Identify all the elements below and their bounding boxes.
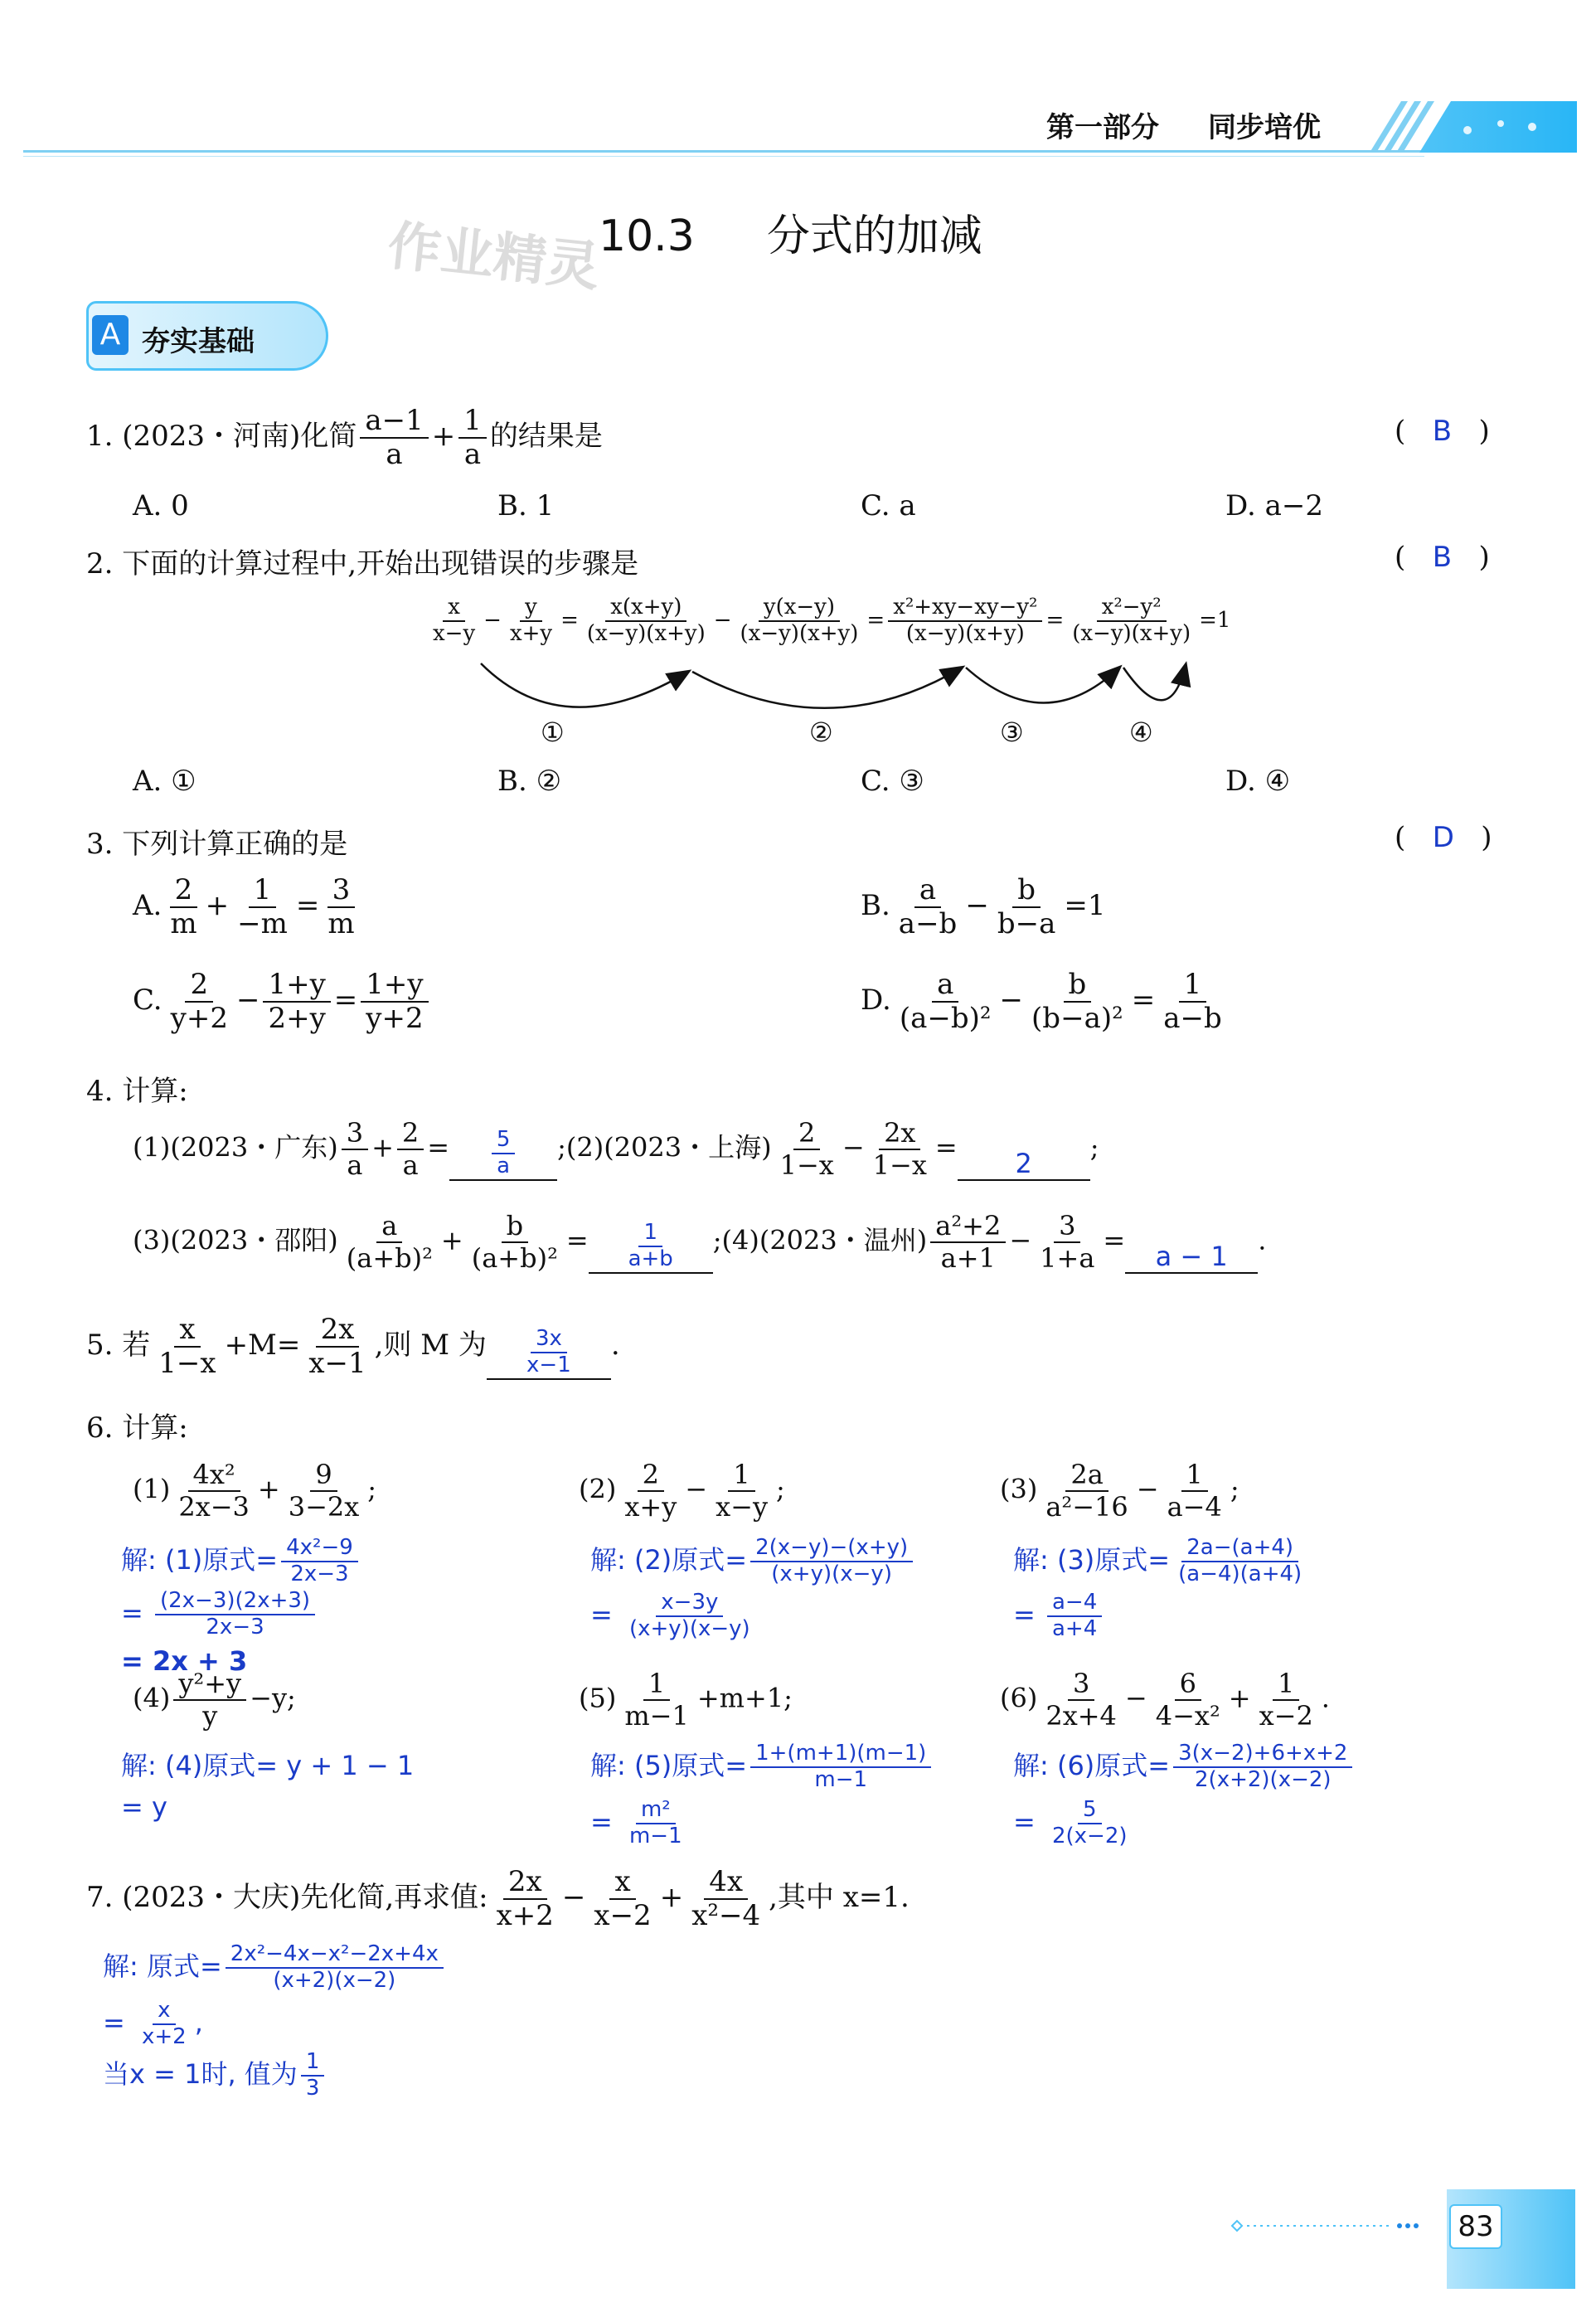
- q4-p1-f2-den: a: [402, 1149, 419, 1181]
- q3-b-label: B.: [861, 889, 890, 923]
- q4-number: 4.: [86, 1075, 114, 1108]
- q3-d-f1-num: a: [932, 969, 958, 1003]
- q2-answer: B: [1432, 541, 1453, 574]
- q7-f1-den: x+2: [496, 1899, 554, 1933]
- q6-p6-problem: (6) $\frac{3}{2x+4}$ − $\frac{6}{\text{4−x²}}$ + $\frac{1}{x-2}$ .: [1000, 1668, 1330, 1732]
- q6-p4-solution-2: = y: [121, 1791, 167, 1823]
- section-badge: [86, 301, 328, 371]
- q6-p2-f2-num: 1: [728, 1460, 754, 1492]
- q3-d-r-num: 1: [1179, 969, 1207, 1003]
- q6-p3-f2-num: 1: [1181, 1460, 1208, 1492]
- q3-b-f1-den: a−b: [898, 907, 958, 941]
- q7-f2-num: x: [609, 1866, 635, 1900]
- q6-p5-solution-1: [590, 1742, 934, 1793]
- q2-eq-s3-den: (x−y)(x+y): [905, 620, 1025, 646]
- q4-p4-f2-num: 3: [1054, 1211, 1080, 1243]
- q5-mid: +M=: [224, 1329, 301, 1363]
- q5-f2-den: x−1: [308, 1347, 366, 1381]
- q6-p3-f1-den: a²−16: [1045, 1490, 1128, 1523]
- q3-c-f1-num: 2: [185, 969, 213, 1003]
- q4-p2-f1-den: 1−x: [779, 1149, 834, 1181]
- q2-stem: [86, 541, 638, 581]
- q2-eq-s2-den: (x−y)(x+y): [740, 620, 859, 646]
- q3-b-f2-num: b: [1012, 874, 1041, 908]
- q4-text: 计算:: [122, 1075, 188, 1108]
- q1-answer: B: [1432, 415, 1453, 448]
- q6-p1-problem: (1) $\frac{\text{4x²}}{2x-3}$ + $\frac{9}{3-2x}$ ;: [133, 1459, 377, 1523]
- q7-solution-2: = $\frac{x}{x+2}$ ,: [103, 1998, 203, 2049]
- q7-sol3-num: 1: [301, 2050, 325, 2077]
- q2-option-d: D. ④: [1225, 765, 1291, 798]
- q6-p4-problem: [133, 1669, 296, 1732]
- header-rule: [23, 150, 1424, 153]
- q3-text: 下列计算正确的是: [122, 828, 348, 861]
- q4-p1-f2-num: 2: [397, 1118, 424, 1150]
- q3-option-d: D. $\frac{a}{\text{(a−b)²}}$ − $\frac{b}{\text{(b−a)²}}$ = $\frac{1}{a-b}$: [861, 969, 1230, 1035]
- badge-letter: A: [92, 315, 129, 355]
- q6-p1-solution-3: = 2x + 3: [121, 1645, 248, 1677]
- q6-text: 计算:: [122, 1411, 188, 1445]
- q7-sol3-pre: 当x = 1时, 值为: [103, 2057, 298, 2090]
- q4-p1-answer-num: 5: [492, 1128, 516, 1154]
- q1-option-b: B. 1: [497, 489, 555, 522]
- q4-p1-f1-den: a: [347, 1149, 363, 1181]
- q3-d-r-den: a−b: [1163, 1002, 1222, 1036]
- q3-stem: [86, 821, 347, 862]
- q1-number: 1.: [86, 420, 114, 454]
- q2-step-arrows-icon: [464, 655, 1210, 746]
- q3-a-f1-den: m: [170, 907, 197, 941]
- q6-p6-f2-den: 4−x²: [1155, 1699, 1220, 1732]
- q3-b-f1-num: a: [914, 874, 941, 908]
- q4-p2-f1-num: 2: [793, 1118, 820, 1150]
- q4-p3-f1-den: (a+b)²: [346, 1241, 433, 1274]
- q7-solution-1: [103, 1942, 447, 1994]
- q4-part3-4: (3)(2023・邵阳) $\frac{a}{\text{(a+b)²}}$ + $\frac{b}{\text{(a+b)²}}$ = $\frac{1}{a+b}$ ;(4)(2023・温州) $\frac{\text{a²+2}}{a+1}$ − $\frac{3}{1+a}$ =a − 1.: [133, 1210, 1267, 1274]
- q6-p4-solution-1: 解: (4)原式= y + 1 − 1: [121, 1750, 415, 1781]
- q7-f3-num: 4x: [704, 1866, 748, 1900]
- q6-p2-sol1-den: (x+y)(x−y): [771, 1561, 892, 1586]
- q2-option-c: C. ③: [861, 765, 924, 798]
- q1-option-a: A. 0: [133, 489, 189, 522]
- q3-a-r-den: m: [327, 907, 355, 941]
- q5-f2-num: 2x: [316, 1314, 360, 1348]
- q5-f1-num: x: [174, 1314, 200, 1348]
- q3-c-r-den: y+2: [366, 1002, 424, 1036]
- q6-p6-f3-den: x−2: [1259, 1699, 1313, 1732]
- q7-solution-3: [103, 2050, 327, 2101]
- q6-p6-f3-num: 1: [1273, 1669, 1299, 1701]
- q6-p2-problem: (2) $\frac{2}{x+y}$ − $\frac{1}{x-y}$ ;: [579, 1459, 785, 1523]
- q3-number: 3.: [86, 828, 114, 861]
- q6-p4-f1-num: y²+y: [173, 1669, 246, 1701]
- q6-p1-sol1-den: 2x−3: [290, 1561, 349, 1586]
- q3-answer: D: [1432, 821, 1454, 854]
- q1-answer-bracket: ( B ): [1395, 415, 1490, 448]
- q6-p6-solution-2: = $\frac{5}{2(x-2)}$: [1013, 1798, 1136, 1849]
- q6-p2-f1-den: x+y: [624, 1490, 677, 1523]
- q6-p6-sol2-den: 2(x−2): [1051, 1823, 1128, 1848]
- q6-p2-sol2-den: (x+y)(x−y): [628, 1615, 750, 1641]
- q2-eq-s1-num: x(x+y): [605, 595, 686, 622]
- q4-p3-f2-den: (a+b)²: [471, 1241, 558, 1274]
- header-rule-thin: [23, 156, 1424, 157]
- q2-equation: $\frac{x}{x-y}$ − $\frac{y}{x+y}$ = $\frac{x(x+y)}{(x-y)(x+y)}$ − $\frac{y(x-y)}{(x-y)(x+y)}$ = $\frac{\text{x²+xy−xy−y²}}{(x-y)(x+y)}$ = $\frac{\text{x²−y²}}{(x-y)(x+y)}$ =1: [424, 595, 1230, 647]
- q6-p1-f1-num: 4x²: [188, 1460, 240, 1492]
- q1-frac2: [458, 405, 487, 471]
- q3-c-f2-num: 1+y: [263, 969, 330, 1003]
- q6-p5-sol2-den: m−1: [628, 1823, 682, 1848]
- q4-p2-f2-num: 2x: [879, 1118, 920, 1150]
- q6-p3-solution-2: = $\frac{a-4}{a+4}$: [1013, 1591, 1105, 1642]
- q6-p5-label: (5): [579, 1682, 617, 1714]
- q6-p6-f1-den: 2x+4: [1045, 1699, 1117, 1732]
- q4-p1-source: (1)(2023・广东): [133, 1131, 338, 1163]
- q3-c-label: C.: [133, 984, 163, 1018]
- q7-sol1-num: 2x²−4x−x²−2x+4x: [226, 1942, 444, 1969]
- q4-p4-answer: a − 1: [1155, 1240, 1228, 1272]
- q6-p5-sol1-num: 1+(m+1)(m−1): [750, 1742, 931, 1768]
- q6-p4-f1-den: y: [202, 1699, 218, 1732]
- q6-p6-sol1-num: 3(x−2)+6+x+2: [1173, 1742, 1352, 1768]
- title-number: 10.3: [599, 211, 695, 261]
- q5-f1-den: 1−x: [158, 1347, 216, 1381]
- q6-p1-f1-den: 2x−3: [178, 1490, 250, 1523]
- q4-stem: [86, 1068, 188, 1109]
- header-part: 第一部分: [1046, 111, 1159, 144]
- q6-p5-sol-pre: 解: (5)原式=: [590, 1749, 748, 1781]
- page-number: 83: [1449, 2204, 1502, 2249]
- q3-c-r-num: 1+y: [361, 969, 428, 1003]
- q2-eq-s2-num: y(x−y): [759, 595, 840, 622]
- q6-p5-rest: +m+1;: [696, 1682, 793, 1714]
- q7-sol1-den: (x+2)(x−2): [273, 1967, 396, 1993]
- q6-p1-f2-den: 3−2x: [288, 1490, 360, 1523]
- q1-frac1-den: a: [386, 438, 403, 472]
- q4-p2-f2-den: 1−x: [872, 1149, 927, 1181]
- q6-p2-sol2-num: x−3y: [656, 1591, 723, 1617]
- q6-p2-sol-pre: 解: (2)原式=: [590, 1543, 748, 1576]
- q6-p1-sol2-den: 2x−3: [206, 1614, 264, 1639]
- footer-dots-icon: [1227, 2216, 1426, 2236]
- q4-p1-answer-den: a: [497, 1153, 511, 1178]
- q3-b-f2-den: b−a: [997, 907, 1056, 941]
- q6-p3-sol2-den: a+4: [1051, 1615, 1098, 1641]
- q2-step-1: ①: [541, 717, 565, 748]
- q2-answer-bracket: ( B ): [1395, 541, 1490, 574]
- q6-p5-problem: [579, 1669, 793, 1732]
- q1-frac2-num: 1: [458, 405, 487, 439]
- q7-sol2-num: x: [153, 1999, 175, 2025]
- q7-sol3-den: 3: [305, 2075, 320, 2101]
- q1-frac2-den: a: [463, 438, 482, 472]
- q6-p5-solution-2: = $\frac{\text{m²}}{m-1}$: [590, 1798, 691, 1849]
- q4-p3-f1-num: a: [376, 1211, 402, 1243]
- q2-eq-t2-num: y: [520, 595, 542, 622]
- q3-d-f1-den: (a−b)²: [899, 1002, 992, 1036]
- q6-p5-sol2-num: m²: [636, 1798, 676, 1824]
- q6-p6-f2-num: 6: [1175, 1669, 1201, 1701]
- q3-b-result: =1: [1064, 889, 1106, 923]
- header-stars-icon: [1459, 112, 1559, 142]
- q6-p4-rest: −y;: [250, 1682, 296, 1714]
- q6-p2-solution-1: [590, 1536, 916, 1587]
- q6-p1-solution-2: = $\frac{(2x-3)(2x+3)}{2x-3}$: [121, 1589, 318, 1640]
- q2-eq-t1-den: x−y: [433, 620, 476, 646]
- q4-p2-answer: 2: [1015, 1147, 1032, 1179]
- q3-a-f2-num: 1: [249, 874, 277, 908]
- q6-p5-f1-den: m−1: [624, 1699, 689, 1732]
- q5-answer-den: x−1: [526, 1353, 571, 1378]
- q6-p3-label: (3): [1000, 1473, 1038, 1505]
- q5-post: ,则 M 为: [374, 1329, 487, 1363]
- q1-plus: +: [431, 420, 456, 454]
- q1-stem: [86, 405, 603, 471]
- q4-p1-f1-num: 3: [342, 1118, 368, 1150]
- q6-p3-problem: (3) $\frac{2a}{\text{a²−16}}$ − $\frac{1}{a-4}$ ;: [1000, 1459, 1239, 1523]
- q6-p3-sol2-num: a−4: [1047, 1591, 1102, 1617]
- q7-f1-num: 2x: [503, 1866, 547, 1900]
- q6-p3-solution-1: [1013, 1536, 1310, 1587]
- q2-number: 2.: [86, 547, 114, 580]
- q6-p6-f1-num: 3: [1068, 1669, 1094, 1701]
- q3-d-f2-num: b: [1064, 969, 1092, 1003]
- q1-source: (2023・河南)化简: [122, 420, 357, 454]
- q6-p6-sol2-num: 5: [1078, 1798, 1102, 1824]
- q4-p4-source: ;(4)(2023・温州): [712, 1224, 928, 1256]
- q5-pre: 若: [122, 1329, 151, 1363]
- q4-part1-2: (1)(2023・广东) $\frac{3}{a}$ + $\frac{2}{a}$ = $\frac{5}{a}$ ;(2)(2023・上海) $\frac{2}{1-x}$ − $\frac{2x}{1-x}$ =2;: [133, 1117, 1099, 1181]
- q7-sol-pre: 解: 原式=: [103, 1950, 222, 1982]
- q3-option-b: B. $\frac{a}{a-b}$ − $\frac{b}{b-a}$ =1: [861, 873, 1106, 941]
- q7-f3-den: x²−4: [691, 1899, 761, 1933]
- q2-option-a: A. ①: [133, 765, 196, 798]
- q2-eq-result: =1: [1199, 607, 1231, 633]
- q4-p3-f2-num: b: [502, 1211, 528, 1243]
- q2-step-3: ③: [1000, 717, 1024, 748]
- q6-p1-sol1-num: 4x²−9: [281, 1536, 358, 1562]
- q2-eq-s4-den: (x−y)(x+y): [1072, 620, 1191, 646]
- q6-p3-sol1-den: (a−4)(a+4): [1178, 1561, 1303, 1586]
- q7-source: (2023・大庆)先化简,再求值:: [122, 1881, 488, 1915]
- q4-p4-f1-den: a+1: [940, 1241, 996, 1274]
- q3-d-label: D.: [861, 984, 891, 1018]
- q1-frac1: [360, 405, 428, 471]
- q6-p6-label: (6): [1000, 1682, 1038, 1714]
- q6-p5-sol1-den: m−1: [814, 1766, 868, 1792]
- q1-option-c: C. a: [861, 489, 916, 522]
- q2-eq-s1-den: (x−y)(x+y): [586, 620, 706, 646]
- q2-step-2: ②: [809, 717, 833, 748]
- q4-p4-f2-den: 1+a: [1040, 1241, 1095, 1274]
- badge-label: 夯实基础: [142, 325, 255, 358]
- q6-p3-sol-pre: 解: (3)原式=: [1013, 1543, 1171, 1576]
- page-title: [599, 201, 982, 263]
- q6-p2-solution-2: = $\frac{x-3y}{(x+y)(x-y)}$: [590, 1591, 759, 1642]
- q2-eq-s3-num: x²+xy−xy−y²: [888, 595, 1042, 622]
- q6-p3-f2-den: a−4: [1167, 1490, 1222, 1523]
- q3-option-c: C. $\frac{2}{y+2}$ − $\frac{1+y}{2+y}$ = $\frac{1+y}{y+2}$: [133, 969, 432, 1035]
- header-section: 同步培优: [1208, 111, 1321, 144]
- q6-p2-label: (2): [579, 1473, 617, 1505]
- q6-p1-sol2-num: (2x−3)(2x+3): [155, 1589, 315, 1615]
- q6-p1-sol-pre: 解: (1)原式=: [121, 1543, 279, 1576]
- q2-step-4: ④: [1129, 717, 1153, 748]
- q6-p5-f1-num: 1: [643, 1669, 670, 1701]
- q5-number: 5.: [86, 1329, 114, 1363]
- q2-eq-t1-num: x: [443, 595, 465, 622]
- q6-p1-f2-num: 9: [310, 1460, 337, 1492]
- q2-text: 下面的计算过程中,开始出现错误的步骤是: [122, 547, 639, 580]
- q6-p2-sol1-num: 2(x−y)−(x+y): [750, 1536, 913, 1562]
- q4-p4-f1-num: a²+2: [930, 1211, 1006, 1243]
- q6-p2-f1-num: 2: [638, 1460, 664, 1492]
- q4-p2-source: ;(2)(2023・上海): [557, 1131, 772, 1163]
- q3-c-f1-den: y+2: [170, 1002, 228, 1036]
- q6-p2-f2-den: x−y: [716, 1490, 769, 1523]
- q1-suffix: 的结果是: [489, 420, 603, 454]
- watermark: 作业精灵: [385, 215, 603, 299]
- q6-p3-sol1-num: 2a−(a+4): [1181, 1536, 1298, 1562]
- q7-sol2-den: x+2: [141, 2023, 187, 2049]
- q3-option-a: A. $\frac{2}{m}$ + $\frac{1}{-m}$ = $\frac{3}{m}$: [133, 874, 363, 940]
- q6-p1-solution-1: [121, 1536, 361, 1587]
- q5-answer-num: 3x: [531, 1327, 567, 1353]
- q4-p3-answer-num: 1: [638, 1221, 662, 1247]
- q3-a-f1-num: 2: [170, 874, 198, 908]
- q6-p6-sol-pre: 解: (6)原式=: [1013, 1749, 1171, 1781]
- q5-stem: 5. 若 $\frac{x}{1-x}$ +M= $\frac{2x}{x-1}$ ,则 M 为 $\frac{3x}{x-1}$ .: [86, 1313, 620, 1381]
- q1-option-d: D. a−2: [1225, 489, 1324, 522]
- q6-p4-label: (4): [133, 1682, 171, 1714]
- q3-c-f2-den: 2+y: [268, 1002, 326, 1036]
- q3-a-r-num: 3: [327, 874, 356, 908]
- q2-eq-s4-num: x²−y²: [1097, 595, 1167, 622]
- q6-stem: [86, 1405, 188, 1445]
- q6-number: 6.: [86, 1411, 114, 1445]
- q4-p3-answer-den: a+b: [628, 1246, 673, 1271]
- title-text: 分式的加减: [766, 211, 982, 261]
- q3-a-label: A.: [133, 889, 163, 923]
- q7-number: 7.: [86, 1881, 114, 1915]
- q7-stem: 7. (2023・大庆)先化简,再求值: $\frac{2x}{x+2}$ − $\frac{x}{x-2}$ + $\frac{4x}{\text{x²−4}}$ ,其中 x=1.: [86, 1865, 910, 1933]
- q2-eq-t2-den: x+y: [509, 620, 553, 646]
- q2-option-b: B. ②: [497, 765, 562, 798]
- q6-p6-solution-1: [1013, 1742, 1356, 1793]
- q3-a-f2-den: −m: [237, 907, 288, 941]
- q6-p6-sol1-den: 2(x+2)(x−2): [1195, 1766, 1332, 1792]
- q1-frac1-num: a−1: [360, 405, 428, 439]
- q3-answer-bracket: ( D ): [1395, 821, 1492, 854]
- q6-p1-label: (1): [133, 1473, 171, 1505]
- q4-p3-source: (3)(2023・邵阳): [133, 1224, 338, 1256]
- q7-f2-den: x−2: [594, 1899, 652, 1933]
- q6-p3-f1-num: 2a: [1065, 1460, 1108, 1492]
- q7-post: ,其中 x=1.: [769, 1881, 910, 1915]
- q3-d-f2-den: (b−a)²: [1031, 1002, 1123, 1036]
